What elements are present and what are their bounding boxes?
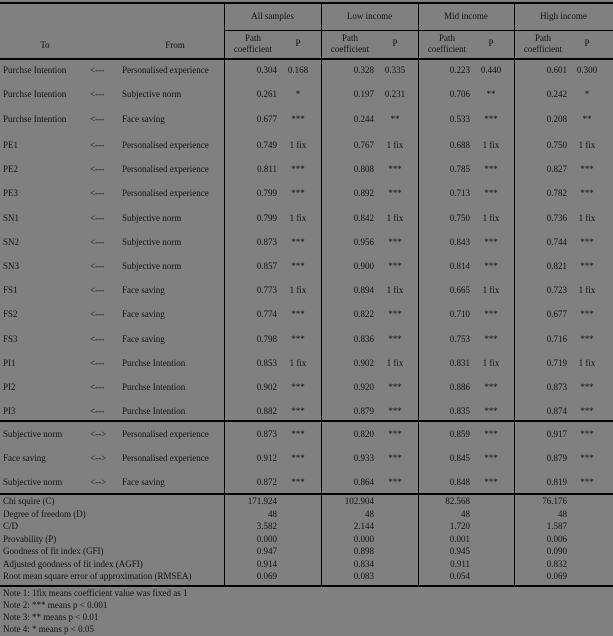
p-value: *** (484, 477, 498, 488)
p-value: *** (291, 236, 305, 247)
row-to: Subjective norm (3, 429, 63, 439)
column-divider-3 (514, 2, 515, 586)
p-value: 1 fix (289, 212, 307, 223)
note: Note 3: ** means p < 0.01 (3, 612, 99, 622)
row-from: Personalised experience (122, 453, 209, 464)
fit-value: 0.000 (353, 533, 374, 544)
fit-value: 1.587 (546, 521, 567, 531)
path-coefficient: 0.819 (546, 477, 567, 488)
fit-value: 0.090 (546, 546, 567, 556)
fit-value: 48 (365, 508, 374, 519)
row-from: Face saving (122, 477, 165, 488)
fit-value: 102.904 (344, 496, 374, 506)
p-value: 1 fix (578, 140, 596, 150)
p-value: *** (484, 309, 498, 320)
fit-value: 48 (461, 508, 470, 519)
row-arrow: <--- (90, 285, 105, 296)
table-bottom-border (0, 585, 613, 587)
p-value: *** (388, 382, 402, 392)
fit-label: Goodness of fit index (GFI) (3, 546, 104, 556)
row-from: Subjective norm (122, 236, 182, 247)
path-coefficient: 0.835 (449, 406, 470, 417)
path-coefficient: 0.848 (449, 477, 470, 488)
path-coefficient: 0.677 (256, 113, 277, 124)
path-coefficient: 0.873 (256, 236, 277, 247)
path-coefficient: 0.533 (449, 113, 470, 124)
header-path-line2: coefficient (233, 44, 273, 54)
p-value: *** (388, 188, 402, 199)
p-value: 1 fix (482, 357, 500, 368)
p-value: *** (388, 406, 402, 417)
top-border (0, 2, 613, 4)
fit-label: C/D (3, 521, 19, 531)
path-coefficient: 0.892 (353, 188, 374, 199)
fit-value: 0.947 (256, 546, 277, 556)
path-coefficient: 0.857 (256, 261, 277, 271)
note: Note 2: *** means p < 0.001 (3, 600, 108, 610)
row-arrow: <--- (90, 212, 105, 223)
p-value: *** (388, 453, 402, 464)
path-coefficient: 0.750 (546, 140, 567, 150)
path-coefficient: 0.774 (256, 309, 277, 320)
row-from: Personalised experience (122, 188, 209, 199)
fit-label: Provability (P) (3, 533, 57, 544)
p-value: *** (580, 429, 594, 439)
path-coefficient: 0.853 (256, 357, 277, 368)
header-path-line2: coefficient (330, 44, 370, 54)
row-to: SN1 (3, 212, 20, 223)
path-coefficient: 0.956 (353, 236, 374, 247)
path-coefficient: 0.799 (256, 188, 277, 199)
path-coefficient: 0.261 (256, 89, 277, 100)
p-value: 1 fix (482, 140, 500, 150)
path-coefficient: 0.808 (353, 164, 374, 175)
fit-value: 0.001 (449, 533, 470, 544)
correlation-section-border (0, 420, 613, 422)
path-coefficient: 0.785 (449, 164, 470, 175)
header-group-2: Mid income (444, 11, 488, 21)
p-value: *** (291, 309, 305, 320)
path-coefficient: 0.894 (353, 285, 374, 296)
row-arrow: <--> (90, 429, 107, 439)
fit-value: 48 (268, 508, 277, 519)
header-group-1: Low income (346, 11, 393, 21)
p-value: 1 fix (386, 285, 404, 296)
path-coefficient: 0.328 (353, 65, 374, 75)
path-coefficient: 0.798 (256, 333, 277, 344)
p-value: ** (390, 113, 400, 124)
path-coefficient: 0.821 (546, 261, 567, 271)
path-coefficient: 0.716 (546, 333, 567, 344)
row-from: Subjective norm (122, 212, 182, 223)
path-coefficient: 0.688 (449, 140, 470, 150)
fit-value: 0.069 (256, 571, 277, 581)
header-p: P (584, 38, 590, 48)
p-value: *** (484, 188, 498, 199)
p-value: *** (580, 453, 594, 464)
path-coefficient: 0.242 (546, 89, 567, 100)
p-value: *** (484, 453, 498, 464)
path-coefficient: 0.223 (449, 65, 470, 75)
row-arrow: <--- (90, 164, 105, 175)
path-coefficient: 0.900 (353, 261, 374, 271)
path-coefficient: 0.736 (546, 212, 567, 223)
path-coefficient: 0.831 (449, 357, 470, 368)
path-coefficient: 0.902 (256, 382, 277, 392)
row-from: Personalised experience (122, 164, 209, 175)
header-group-3: High income (540, 11, 587, 21)
p-value: *** (291, 382, 305, 392)
p-value: 1 fix (482, 285, 500, 296)
column-divider-2 (418, 2, 419, 586)
row-arrow: <--- (90, 188, 105, 199)
path-coefficient: 0.750 (449, 212, 470, 223)
row-arrow: <--> (90, 477, 107, 488)
fit-value: 0.083 (353, 571, 374, 581)
row-arrow: <--- (90, 357, 105, 368)
fit-value: 0.834 (353, 558, 374, 569)
row-to: PE2 (3, 164, 19, 175)
path-coefficient: 0.933 (353, 453, 374, 464)
row-to: FS1 (3, 285, 18, 296)
row-from: Face saving (122, 285, 165, 296)
row-to: Purchse Intention (3, 65, 67, 75)
p-value: *** (291, 188, 305, 199)
header-path-line2: coefficient (523, 44, 563, 54)
p-value: 1 fix (386, 357, 404, 368)
path-coefficient: 0.767 (353, 140, 374, 150)
path-coefficient: 0.873 (546, 382, 567, 392)
p-value: ** (582, 113, 592, 124)
p-value: *** (291, 113, 305, 124)
path-coefficient: 0.773 (256, 285, 277, 296)
p-value: *** (580, 164, 594, 175)
p-value: *** (291, 429, 305, 439)
p-value: *** (388, 333, 402, 344)
row-arrow: <--- (90, 333, 105, 344)
header-path-line1: Path (438, 33, 455, 43)
p-value: *** (580, 406, 594, 417)
fit-value: 1.720 (449, 521, 470, 531)
row-to: SN3 (3, 261, 20, 271)
row-to: PI1 (3, 357, 16, 368)
p-value: *** (580, 261, 594, 271)
path-coefficient: 0.723 (546, 285, 567, 296)
p-value: *** (580, 309, 594, 320)
fit-value: 0.832 (546, 558, 567, 569)
p-value: 1 fix (289, 140, 307, 150)
path-coefficient: 0.677 (546, 309, 567, 320)
row-to: Purchse Intention (3, 113, 67, 124)
header-path-line1: Path (244, 33, 261, 43)
row-to: PE3 (3, 188, 19, 199)
row-arrow: <--- (90, 89, 105, 100)
row-from: Personalised experience (122, 429, 209, 439)
fit-section-border (0, 493, 613, 495)
p-value: *** (291, 453, 305, 464)
header-p: P (488, 38, 494, 48)
p-value: * (295, 89, 301, 100)
path-coefficient: 0.882 (256, 406, 277, 417)
row-arrow: <--- (90, 382, 105, 392)
fit-value: 0.006 (546, 533, 567, 544)
p-value: *** (484, 113, 498, 124)
header-p: P (392, 38, 398, 48)
fit-value: 171.924 (247, 496, 277, 506)
row-to: FS2 (3, 309, 18, 320)
header-bottom-border (0, 58, 613, 60)
p-value: *** (388, 164, 402, 175)
header-from: From (165, 40, 185, 50)
p-value: 1 fix (578, 285, 596, 296)
p-value: ** (486, 89, 496, 100)
header-to: To (40, 40, 50, 50)
row-to: SN2 (3, 236, 20, 247)
path-coefficient: 0.822 (353, 309, 374, 320)
p-value: 0.168 (287, 65, 309, 75)
p-value: *** (484, 429, 498, 439)
row-from: Face saving (122, 113, 165, 124)
p-value: *** (291, 477, 305, 488)
row-arrow: <--- (90, 113, 105, 124)
note: Note 1: 1fix means coefficient value was fixed as 1 (3, 588, 188, 598)
header-path-line1: Path (341, 33, 358, 43)
fit-label: Root mean square error of approximation (RMSEA) (3, 571, 192, 581)
path-coefficient: 0.244 (353, 113, 374, 124)
path-coefficient: 0.197 (353, 89, 374, 100)
row-to: PI2 (3, 382, 16, 392)
row-to: PE1 (3, 140, 19, 150)
p-value: *** (388, 477, 402, 488)
p-value: 1 fix (578, 212, 596, 223)
path-coefficient: 0.782 (546, 188, 567, 199)
fit-value: 0.054 (449, 571, 470, 581)
row-to: PI3 (3, 406, 16, 417)
row-from: Personalised experience (122, 140, 209, 150)
path-coefficient: 0.872 (256, 477, 277, 488)
column-divider-0 (224, 2, 225, 586)
path-coefficient: 0.912 (256, 453, 277, 464)
column-divider-1 (321, 2, 322, 586)
row-arrow: <--- (90, 140, 105, 150)
row-arrow: <--- (90, 236, 105, 247)
row-from: Face saving (122, 333, 165, 344)
row-from: Purchse Intention (122, 406, 186, 417)
fit-value: 2.144 (353, 521, 374, 531)
p-value: 0.335 (384, 65, 406, 75)
row-arrow: <--- (90, 65, 105, 75)
path-coefficient: 0.874 (546, 406, 567, 417)
p-value: *** (388, 261, 402, 271)
path-coefficient: 0.879 (546, 453, 567, 464)
p-value: 0.440 (480, 65, 502, 75)
fit-value: 0.911 (450, 558, 470, 569)
path-coefficient: 0.706 (449, 89, 470, 100)
p-value: *** (291, 406, 305, 417)
path-coefficient: 0.843 (449, 236, 470, 247)
path-coefficient: 0.820 (353, 429, 374, 439)
path-coefficient: 0.304 (256, 65, 277, 75)
p-value: 1 fix (482, 212, 500, 223)
p-value: *** (580, 382, 594, 392)
fit-label: Adjusted goodness of fit index (AGFI) (3, 558, 143, 569)
p-value: 1 fix (386, 212, 404, 223)
p-value: *** (484, 236, 498, 247)
path-coefficient: 0.842 (353, 212, 374, 223)
row-from: Personalised experience (122, 65, 209, 75)
path-coefficient: 0.886 (449, 382, 470, 392)
fit-value: 0.898 (353, 546, 374, 556)
path-coefficient: 0.665 (449, 285, 470, 296)
path-coefficient: 0.873 (256, 429, 277, 439)
p-value: * (584, 89, 590, 100)
row-from: Purchse Intention (122, 357, 186, 368)
p-value: *** (291, 261, 305, 271)
path-coefficient: 0.713 (449, 188, 470, 199)
p-value: *** (388, 429, 402, 439)
row-from: Face saving (122, 309, 165, 320)
row-from: Subjective norm (122, 261, 182, 271)
path-coefficient: 0.920 (353, 382, 374, 392)
p-value: *** (291, 333, 305, 344)
path-coefficient: 0.827 (546, 164, 567, 175)
path-coefficient: 0.811 (257, 164, 277, 175)
row-to: Subjective norm (3, 477, 63, 488)
fit-value: 3.582 (256, 521, 277, 531)
path-coefficient: 0.601 (546, 65, 567, 75)
path-coefficient: 0.814 (449, 261, 470, 271)
p-value: *** (484, 333, 498, 344)
fit-value: 0.069 (546, 571, 567, 581)
row-to: FS3 (3, 333, 18, 344)
path-coefficient: 0.719 (546, 357, 567, 368)
row-arrow: <--> (90, 453, 107, 464)
path-coefficient: 0.753 (449, 333, 470, 344)
path-coefficient: 0.836 (353, 333, 374, 344)
fit-value: 76.176 (542, 496, 567, 506)
p-value: *** (580, 333, 594, 344)
path-coefficient: 0.859 (449, 429, 470, 439)
p-value: *** (484, 382, 498, 392)
p-value: *** (484, 164, 498, 175)
header-path-line2: coefficient (427, 44, 467, 54)
fit-value: 48 (558, 508, 567, 519)
row-arrow: <--- (90, 309, 105, 320)
note: Note 4: * means p < 0.05 (3, 624, 94, 634)
p-value: *** (291, 164, 305, 175)
p-value: *** (580, 477, 594, 488)
path-coefficient: 0.744 (546, 236, 567, 247)
fit-value: 82.568 (445, 496, 470, 506)
path-coefficient: 0.917 (546, 429, 567, 439)
p-value: *** (580, 188, 594, 199)
fit-value: 0.945 (449, 546, 470, 556)
p-value: *** (484, 261, 498, 271)
row-from: Subjective norm (122, 89, 182, 100)
fit-label: Degree of freedom (D) (3, 508, 86, 519)
fit-label: Chi squire (C) (3, 496, 55, 506)
fit-value: 0.000 (256, 533, 277, 544)
path-coefficient: 0.879 (353, 406, 374, 417)
p-value: 0.231 (384, 89, 406, 100)
path-coefficient: 0.749 (256, 140, 277, 150)
path-coefficient: 0.902 (353, 357, 374, 368)
p-value: 0.300 (576, 65, 598, 75)
path-coefficient: 0.845 (449, 453, 470, 464)
row-to: Face saving (3, 453, 46, 464)
fit-value: 0.914 (256, 558, 277, 569)
p-value: 1 fix (578, 357, 596, 368)
header-p: P (295, 38, 301, 48)
p-value: *** (484, 406, 498, 417)
p-value: 1 fix (386, 140, 404, 150)
row-arrow: <--- (90, 261, 105, 271)
p-value: *** (580, 236, 594, 247)
row-from: Purchse Intention (122, 382, 186, 392)
p-value: 1 fix (289, 357, 307, 368)
header-path-line1: Path (534, 33, 551, 43)
row-to: Purchse Intention (3, 89, 67, 100)
p-value: *** (388, 236, 402, 247)
path-coefficient: 0.799 (256, 212, 277, 223)
p-value: *** (388, 309, 402, 320)
p-value: 1 fix (289, 285, 307, 296)
path-coefficient: 0.710 (449, 309, 470, 320)
path-coefficient: 0.864 (353, 477, 374, 488)
row-arrow: <--- (90, 406, 105, 417)
path-coefficient: 0.208 (546, 113, 567, 124)
header-group-0: All samples (251, 11, 294, 21)
